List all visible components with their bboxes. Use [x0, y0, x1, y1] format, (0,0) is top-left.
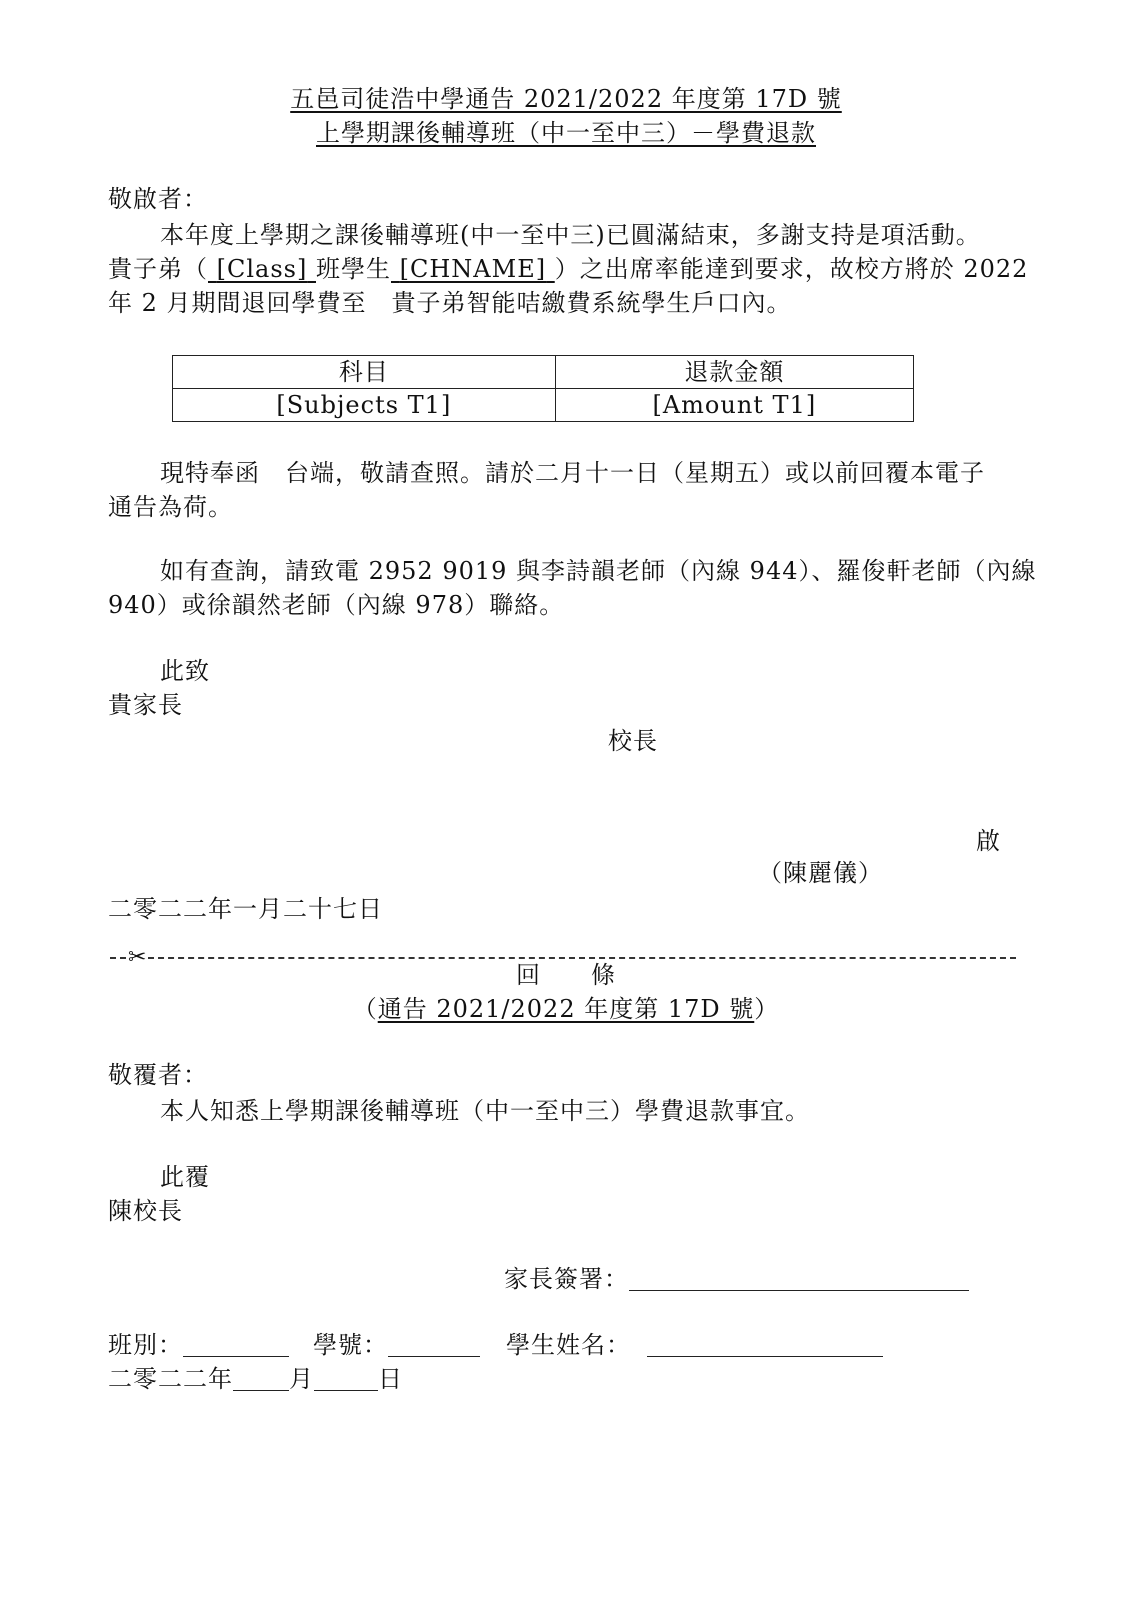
parent-signature-row	[504, 1264, 969, 1294]
qi-signoff: 啟	[976, 827, 1001, 855]
reply-slip-subtitle: （通告 2021/2022 年度第 17D 號）	[352, 995, 780, 1023]
day-input[interactable]	[314, 1366, 378, 1391]
paragraph-2-line-1: 現特奉函 台端，敬請查照。請於二月十一日（星期五）或以前回覆本電子	[160, 459, 985, 487]
class-suffix: 班學生	[316, 255, 391, 283]
table-cell-amount: [Amount T1]	[555, 389, 913, 422]
notice-subtitle: 上學期課後輔導班（中一至中三）－學費退款	[316, 119, 816, 147]
table-header-subject: 科目	[173, 356, 556, 389]
table-row	[173, 389, 914, 422]
parent-signature-field[interactable]	[629, 1266, 969, 1291]
scissors-icon: ✂	[128, 945, 147, 970]
reply-recipient: 陳校長	[108, 1197, 183, 1225]
class-input[interactable]	[183, 1332, 289, 1357]
student-name-label: 學生姓名：	[506, 1331, 631, 1359]
reply-body: 本人知悉上學期課後輔導班（中一至中三）學費退款事宜。	[160, 1097, 810, 1125]
salutation: 敬啟者：	[108, 185, 208, 213]
student-number-label: 學號：	[313, 1331, 388, 1359]
table-header-amount: 退款金額	[555, 356, 913, 389]
reply-notice-reference: 通告 2021/2022 年度第 17D 號	[377, 995, 755, 1023]
paragraph-1-line-3: 年 2 月期間退回學費至 貴子弟智能咭繳費系統學生戶口內。	[108, 289, 792, 317]
notice-date: 二零二二年一月二十七日	[108, 895, 383, 923]
day-label: 日	[378, 1365, 403, 1393]
paragraph-2-line-2: 通告為荷。	[108, 493, 233, 521]
paragraph-3-line-2: 940）或徐韻然老師（內線 978）聯絡。	[108, 591, 565, 619]
para1-prefix: 貴子弟（	[108, 255, 208, 283]
signature-label: 家長簽署：	[504, 1265, 629, 1293]
reply-slip-title: 回 條	[516, 961, 616, 989]
table-cell-subject: [Subjects T1]	[173, 389, 556, 422]
student-name-field: [CHNAME]	[399, 255, 547, 283]
reply-salutation: 敬覆者：	[108, 1061, 208, 1089]
paragraph-1-line-2	[108, 254, 1028, 284]
principal-title: 校長	[608, 727, 658, 755]
principal-name: （陳麗儀）	[758, 859, 883, 887]
month-input[interactable]	[233, 1366, 289, 1391]
student-info-row	[108, 1330, 883, 1360]
closing-recipient: 貴家長	[108, 691, 183, 719]
paragraph-1-line-1: 本年度上學期之課後輔導班(中一至中三)已圓滿結束，多謝支持是項活動。	[160, 221, 981, 249]
table-header-row	[173, 356, 914, 389]
reply-date-row	[108, 1364, 403, 1394]
reply-date-prefix: 二零二二年	[108, 1365, 233, 1393]
student-number-input[interactable]	[388, 1332, 480, 1357]
refund-table	[172, 355, 914, 422]
notice-title: 五邑司徒浩中學通告 2021/2022 年度第 17D 號	[290, 85, 842, 113]
para1-suffix: ）之出席率能達到要求，故校方將於 2022	[554, 255, 1029, 283]
class-label: 班別：	[108, 1331, 183, 1359]
student-name-input[interactable]	[647, 1332, 883, 1357]
class-field: [Class]	[216, 255, 308, 283]
closing-ci-zhi: 此致	[160, 657, 210, 685]
reply-closing-ci-fu: 此覆	[160, 1163, 210, 1191]
paragraph-3-line-1: 如有查詢，請致電 2952 9019 與李詩韻老師（內線 944）、羅俊軒老師（內線	[160, 557, 1037, 585]
month-label: 月	[289, 1365, 314, 1393]
